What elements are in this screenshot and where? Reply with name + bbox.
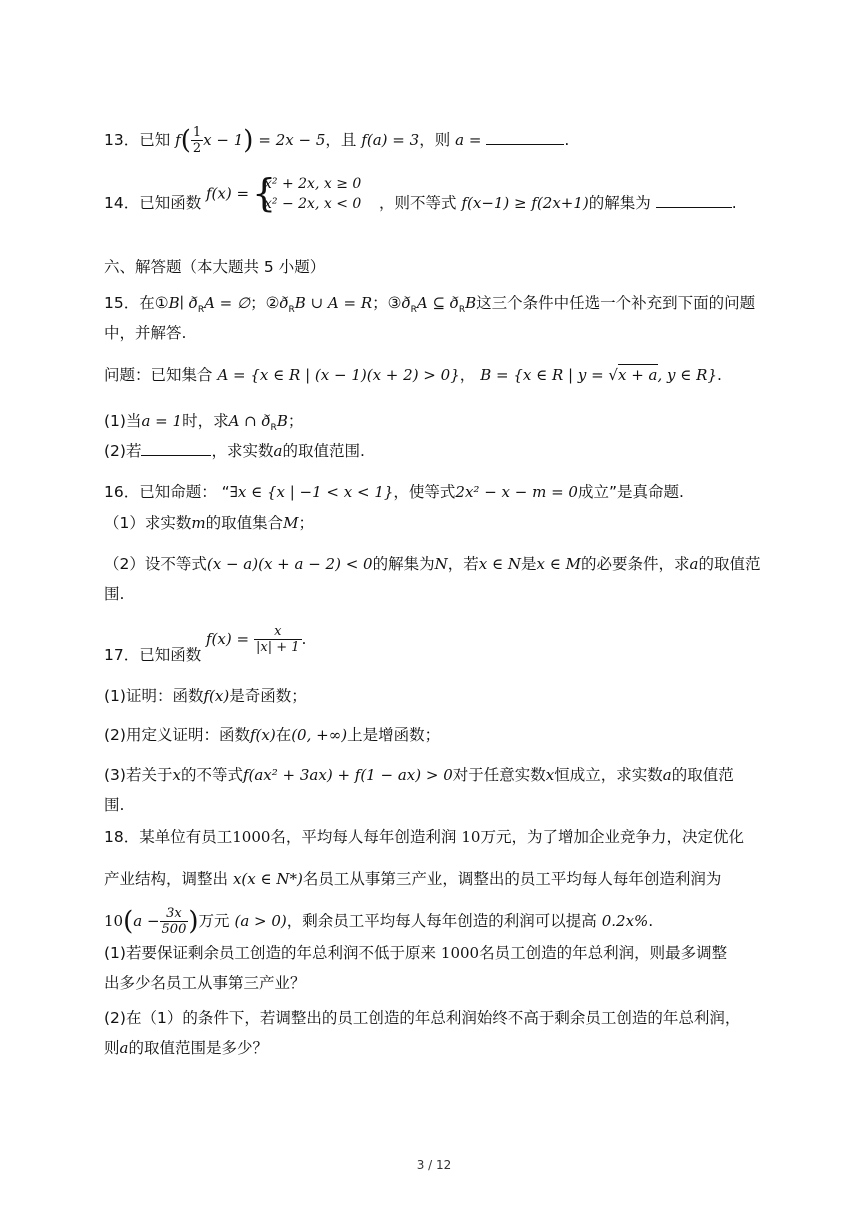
q16-p2-mid: 的解集为 [372, 555, 435, 573]
q18-l3-unit: 万元 [198, 912, 230, 930]
q13-fraction: $\frac{1}{2}$ [192, 125, 202, 156]
q18-l3-percent: 0.2x% [601, 912, 649, 930]
q17-p3-var: x [172, 766, 181, 784]
q13-arg: x − 1 [203, 131, 244, 149]
q18-p2-tail: 的取值范围是多少？ [128, 1039, 268, 1057]
question-17-part2 [104, 724, 782, 746]
q16-label: 16．已知命题： [104, 483, 217, 501]
q17-p2-in: 在 [275, 726, 292, 744]
q17-p2-interval: (0, +∞) [291, 726, 348, 744]
q18-p2-var: a [119, 1039, 129, 1057]
q18-p2-lead: 则 [104, 1039, 120, 1057]
q16-p2-inequality: (x − a)(x + a − 2) < 0 [206, 555, 373, 573]
q16-p2-lead: （2）设不等式 [104, 555, 207, 573]
q18-l3-a: a − [133, 912, 160, 930]
q15-p2-blank [141, 441, 211, 456]
question-13: 13．已知 f( $\frac{1}{2}$ x − 1) = 2x − 5，且 f(a) = 3，则 a = . [104, 125, 570, 156]
q17-label: 17．已知函数 [104, 646, 202, 664]
q13-condition: f(a) = 3 [361, 131, 420, 149]
q16-p2-cond2: x ∈ M [536, 555, 581, 573]
q16-end: 成立”是真命题. [577, 483, 684, 501]
q17-p3-param: a [662, 766, 672, 784]
q14-end: 的解集为 [588, 194, 651, 212]
q15-set-a: A = {x ∈ R | (x − 1)(x + 2) > 0} [217, 366, 460, 384]
q16-p1-var: m [191, 514, 206, 532]
q17-p3-end: 的取值范 [671, 766, 734, 784]
q18-label: 18．某单位有员工 [104, 828, 233, 846]
q18-l2-tail: 名员工从事第三产业，调整出的员工平均每人每年创造利润为 [302, 870, 722, 888]
q18-p1-lead: (1)若要保证剩余员工创造的年总利润不低于原来 [104, 944, 436, 962]
question-18-part1-line2: 出多少名员工从事第三产业？ [104, 974, 306, 992]
q14-mid: ，则不等式 [379, 194, 457, 212]
q18-l2-lead: 产业结构，调整出 [104, 870, 229, 888]
q15-c1-rest: A = ∅ [204, 294, 251, 312]
section-heading: 六、解答题（本大题共 5 小题） [104, 258, 326, 276]
question-16-part1 [104, 512, 782, 534]
q18-l3-fraction: $\frac{3x}{500}$ [161, 906, 187, 937]
q15-c1-sub: R [197, 305, 205, 316]
q17-p3-var2: x [545, 766, 555, 784]
question-18-part2-line2 [104, 1037, 782, 1059]
question-14 [104, 170, 782, 214]
q14-answer-blank [656, 193, 732, 208]
question-16 [104, 481, 782, 503]
q18-l3-end: . [648, 912, 654, 930]
q16-mid: ，使等式 [393, 483, 456, 501]
question-18-line2 [104, 868, 782, 890]
q17-p3-inequality: f(ax² + 3ax) + f(1 − ax) > 0 [242, 766, 453, 784]
question-15-part2 [104, 440, 782, 462]
q15-sep2: ；③ [372, 294, 402, 312]
q16-p1-lead: （1）求实数 [104, 514, 192, 532]
q14-case2: x² − 2x, x < 0 [264, 196, 362, 212]
q16-quote: “ [221, 483, 230, 501]
q18-l2-var: x(x ∈ N*) [232, 870, 303, 888]
q15-c3-sub: R [410, 305, 417, 316]
page-number: 3 / 12 [416, 1158, 452, 1172]
q17-p2-function: f(x) [249, 726, 276, 744]
q15-problem-lead: 问题：已知集合 [104, 366, 213, 384]
question-17-part1 [104, 685, 782, 707]
q14-label: 14．已知函数 [104, 194, 202, 212]
q18-l3-text: ，剩余员工平均每人每年创造的利润可以提高 [286, 912, 597, 930]
q15-c3-rest: A ⊆ ð [416, 294, 459, 312]
q18-mid: 名，平均每人每年创造利润 [270, 828, 457, 846]
q16-equation: 2x² − x − m = 0 [455, 483, 578, 501]
question-18 [104, 826, 782, 848]
q18-l3-cond: (a > 0) [234, 912, 287, 930]
q15-condition-2: ð [279, 294, 289, 312]
q17-p3-for: 对于任意实数 [452, 766, 546, 784]
q13-then: ，则 [419, 131, 451, 149]
q17-p3-ask: 恒成立，求实数 [554, 766, 663, 784]
q15-p1-expr: A ∩ ð [228, 412, 271, 430]
q16-p2-ask: 的必要条件，求 [580, 555, 690, 573]
question-16-part2-line2: 围. [104, 585, 125, 603]
q16-p2-end: 的取值范 [698, 555, 761, 573]
q18-p1-tail: 名员工创造的年总利润，则最多调整 [479, 944, 728, 962]
q15-tail: 这三个条件中任选一个补充到下面的问题 [476, 294, 756, 312]
question-17-part3 [104, 764, 782, 786]
q17-p1-end: 是奇函数； [229, 687, 307, 705]
q18-tail: 万元，为了增加企业竞争力，决定优化 [480, 828, 744, 846]
q18-profit: 10 [461, 828, 481, 846]
q15-label: 15．在① [104, 294, 169, 312]
q13-answer-blank [486, 130, 564, 145]
q14-function: f(x) = [206, 184, 250, 203]
q16-p2-cond1: x ∈ N [478, 555, 521, 573]
q15-p1-value: a = 1 [141, 412, 183, 430]
q17-p1-function: f(x) [203, 687, 230, 705]
question-15-part1 [104, 410, 782, 439]
q15-dot: . [717, 366, 722, 384]
q13-mid: ，且 [325, 131, 357, 149]
q17-p2-lead: (2)用定义证明：函数 [104, 726, 250, 744]
question-17-part3-line2: 围. [104, 796, 125, 814]
q16-p2-if: ，若 [447, 555, 479, 573]
q15-condition-3: ð [401, 294, 411, 312]
q15-set-b-tail: , y ∈ R} [657, 366, 717, 384]
q15-p2-lead: (2)若 [104, 442, 142, 460]
q15-p2-var: a [273, 442, 283, 460]
q14-piecewise: { x² + 2x, x ≥ 0 x² − 2x, x < 0 [252, 171, 362, 215]
q17-p3-mid: 的不等式 [180, 766, 243, 784]
question-18-part2: (2)在（1）的条件下，若调整出的员工创造的年总利润始终不高于剩余员工创造的年总利润， [104, 1009, 741, 1027]
q18-l3-coef: 10 [104, 912, 124, 930]
q14-case1: x² + 2x, x ≥ 0 [264, 176, 362, 192]
q16-p1-end: ； [298, 514, 314, 532]
q15-p2-end: 的取值范围. [282, 442, 365, 460]
q17-p2-end: 上是增函数； [347, 726, 441, 744]
q15-c3-end: B [465, 294, 477, 312]
q16-p2-set-n: N [434, 555, 448, 573]
q15-p1-set: B [276, 412, 288, 430]
q16-exists-expr: ∃x ∈ {x | −1 < x < 1} [229, 483, 394, 501]
q17-p1-lead: (1)证明：函数 [104, 687, 204, 705]
q15-p2-ask: ，求实数 [211, 442, 274, 460]
q15-p1-end: ； [287, 412, 304, 430]
q16-p1-mid: 的取值集合 [205, 514, 284, 532]
q15-c2-rest: B ∪ A = R [294, 294, 373, 312]
q15-p1-lead: (1)当 [104, 412, 142, 430]
question-18-part1 [104, 942, 782, 964]
q13-variable: a = [455, 131, 482, 149]
q18-employees: 1000 [232, 828, 271, 846]
q15-condition-1: B∣ ð [168, 294, 198, 312]
q16-p2-is: 是 [520, 555, 537, 573]
q15-set-b-radicand: x + a [617, 366, 658, 384]
question-16-part2 [104, 553, 782, 575]
q15-p1-sub: R [270, 423, 277, 434]
q16-p1-set: M [283, 514, 299, 532]
q15-set-b-head: B = {x ∈ R | y = [480, 366, 609, 384]
q15-comma: ， [459, 366, 476, 384]
q14-period: . [731, 194, 737, 212]
q17-fraction: $\frac{x}{|x| + 1}$ [256, 624, 300, 655]
q17-p3-lead: (3)若关于 [104, 766, 173, 784]
question-15-problem [104, 364, 782, 386]
q13-rhs: = 2x − 5 [258, 131, 326, 149]
q18-p1-number: 1000 [440, 944, 480, 962]
q13-function: f [175, 131, 181, 149]
question-17 [104, 622, 782, 668]
question-15-line2: 中，并解答. [104, 324, 187, 342]
q15-c3-sub2: R [458, 305, 466, 316]
q15-set-b: B = {x ∈ R | y = √x + a, y ∈ R} [480, 366, 717, 384]
question-18-line3: 10(a − $\frac{3x}{500}$ )万元 (a > 0)，剩余员工平均每人每年创造的利润可以提高 0.2x%. [104, 906, 654, 937]
q16-p2-var: a [689, 555, 699, 573]
q15-sep1: ；② [250, 294, 280, 312]
q15-p1-ask: 时，求 [182, 412, 229, 430]
q14-inequality: f(x−1) ≥ f(2x+1) [461, 194, 589, 212]
q17-function: f(x) = [206, 630, 250, 648]
question-15-line1 [104, 292, 782, 321]
q17-end: . [301, 630, 307, 648]
q15-c2-sub: R [288, 305, 295, 316]
q13-label: 13．已知 [104, 131, 171, 149]
q13-end: . [564, 131, 570, 149]
